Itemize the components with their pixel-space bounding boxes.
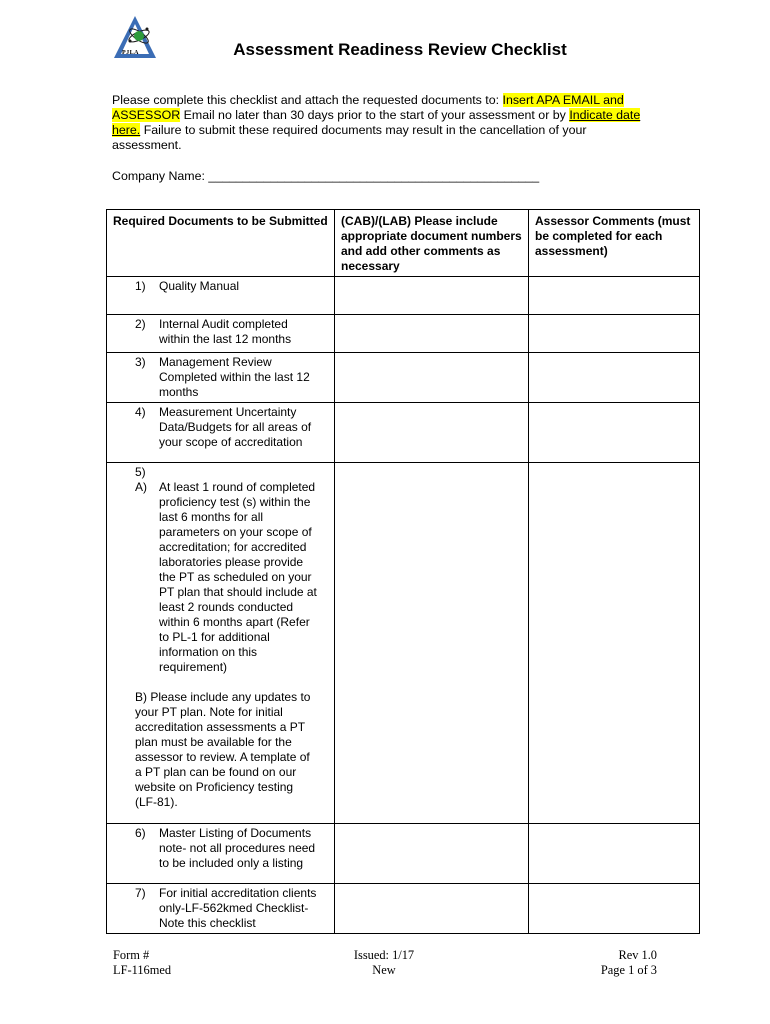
row-text: For initial accreditation clients only-LF-562kmed Checklist-Note this checklist bbox=[159, 886, 317, 930]
row-text: Management Review Completed within the last 12 months bbox=[159, 355, 310, 399]
row-5-cab-comment-cell[interactable] bbox=[335, 463, 529, 824]
intro-text-1: Please complete this checklist and attach the requested documents to: bbox=[112, 93, 503, 107]
table-row bbox=[107, 315, 700, 353]
row-text: Measurement Uncertainty Data/Budgets for all areas of your scope of accreditation bbox=[159, 405, 312, 449]
intro-highlight-date: Indicate date here. bbox=[112, 108, 641, 137]
footer-form-label: Form # bbox=[113, 948, 150, 962]
row-number: 1) bbox=[135, 279, 146, 293]
row-7-cab-comment-cell[interactable] bbox=[335, 884, 529, 934]
table-header-row bbox=[107, 210, 700, 277]
row-3-cab-comment-cell[interactable] bbox=[335, 353, 529, 403]
footer-rev: Rev 1.0 bbox=[618, 948, 657, 962]
table-row bbox=[107, 277, 700, 315]
row-number: 4) bbox=[135, 405, 146, 419]
header-cab-lab-comments: (CAB)/(LAB) Please include appropriate document numbers and add other comments as necessary bbox=[335, 210, 529, 277]
intro-highlight-email: Insert APA EMAIL and ASSESSOR bbox=[112, 93, 624, 122]
footer-issued-date: Issued: 1/17 bbox=[353, 948, 415, 962]
table-row bbox=[107, 403, 700, 463]
row-6-document bbox=[107, 824, 335, 884]
footer-form-number bbox=[113, 948, 171, 978]
row-text: Internal Audit completed within the last 12 months bbox=[159, 317, 292, 346]
row-text: Quality Manual bbox=[159, 279, 240, 293]
page-title: Assessment Readiness Review Checklist bbox=[233, 40, 567, 59]
row-6-assessor-comment-cell[interactable] bbox=[529, 824, 700, 884]
row-5b-text: B) Please include any updates to your PT plan. Note for initial accreditation assessments a PT plan must be available for the assessor to review. A template of a PT plan can be found on our website on Proficiency testing (LF-81). bbox=[135, 690, 311, 809]
row-7-assessor-comment-cell[interactable] bbox=[529, 884, 700, 934]
row-3-assessor-comment-cell[interactable] bbox=[529, 353, 700, 403]
row-5a-label: A) bbox=[135, 480, 147, 494]
row-5a-text: At least 1 round of completed proficiency test (s) within the last 6 months for all parameters on your scope of accreditation; for accredited laboratories please provide the PT as scheduled on your PT plan that should include at least 2 rounds conducted within 6 months apart (Refer to PL-1 for additional information on this requirement) bbox=[159, 480, 317, 674]
header-required-documents: Required Documents to be Submitted bbox=[107, 210, 335, 277]
logo-text: PJLA bbox=[122, 50, 139, 56]
row-text: Master Listing of Documents note- not all procedures need to be included only a listing bbox=[159, 826, 316, 870]
intro-text-2: Email no later than 30 days prior to the start of your assessment or by bbox=[180, 108, 570, 122]
row-number: 3) bbox=[135, 355, 146, 369]
intro-paragraph bbox=[112, 93, 657, 153]
row-5-assessor-comment-cell[interactable] bbox=[529, 463, 700, 824]
row-1-document bbox=[107, 277, 335, 315]
row-number: 5) bbox=[135, 465, 146, 479]
row-4-document bbox=[107, 403, 335, 463]
row-5-document bbox=[107, 463, 335, 824]
row-1-cab-comment-cell[interactable] bbox=[335, 277, 529, 315]
row-3-document bbox=[107, 353, 335, 403]
row-4-cab-comment-cell[interactable] bbox=[335, 403, 529, 463]
row-2-cab-comment-cell[interactable] bbox=[335, 315, 529, 353]
header-assessor-comments: Assessor Comments (must be completed for each assessment) bbox=[529, 210, 700, 277]
company-name-line[interactable]: ________________________________________________ bbox=[208, 169, 540, 183]
footer-page-number: Page 1 of 3 bbox=[600, 963, 657, 977]
intro-text-3: Failure to submit these required documents may result in the cancellation of your assessment. bbox=[112, 123, 587, 152]
row-number: 7) bbox=[135, 886, 146, 900]
company-name-label: Company Name: bbox=[112, 169, 209, 183]
footer-revision bbox=[560, 948, 657, 978]
row-6-cab-comment-cell[interactable] bbox=[335, 824, 529, 884]
row-number: 6) bbox=[135, 826, 146, 840]
footer-issued bbox=[344, 948, 424, 978]
table-row bbox=[107, 884, 700, 934]
footer-form-value: LF-116med bbox=[113, 963, 172, 977]
table-row bbox=[107, 353, 700, 403]
row-1-assessor-comment-cell[interactable] bbox=[529, 277, 700, 315]
row-2-assessor-comment-cell[interactable] bbox=[529, 315, 700, 353]
row-7-document bbox=[107, 884, 335, 934]
company-name-field[interactable] bbox=[112, 169, 539, 183]
row-2-document bbox=[107, 315, 335, 353]
table-row bbox=[107, 463, 700, 824]
row-number: 2) bbox=[135, 317, 146, 331]
checklist-table bbox=[106, 209, 700, 934]
table-row bbox=[107, 824, 700, 884]
footer-issued-note: New bbox=[372, 963, 396, 977]
row-4-assessor-comment-cell[interactable] bbox=[529, 403, 700, 463]
